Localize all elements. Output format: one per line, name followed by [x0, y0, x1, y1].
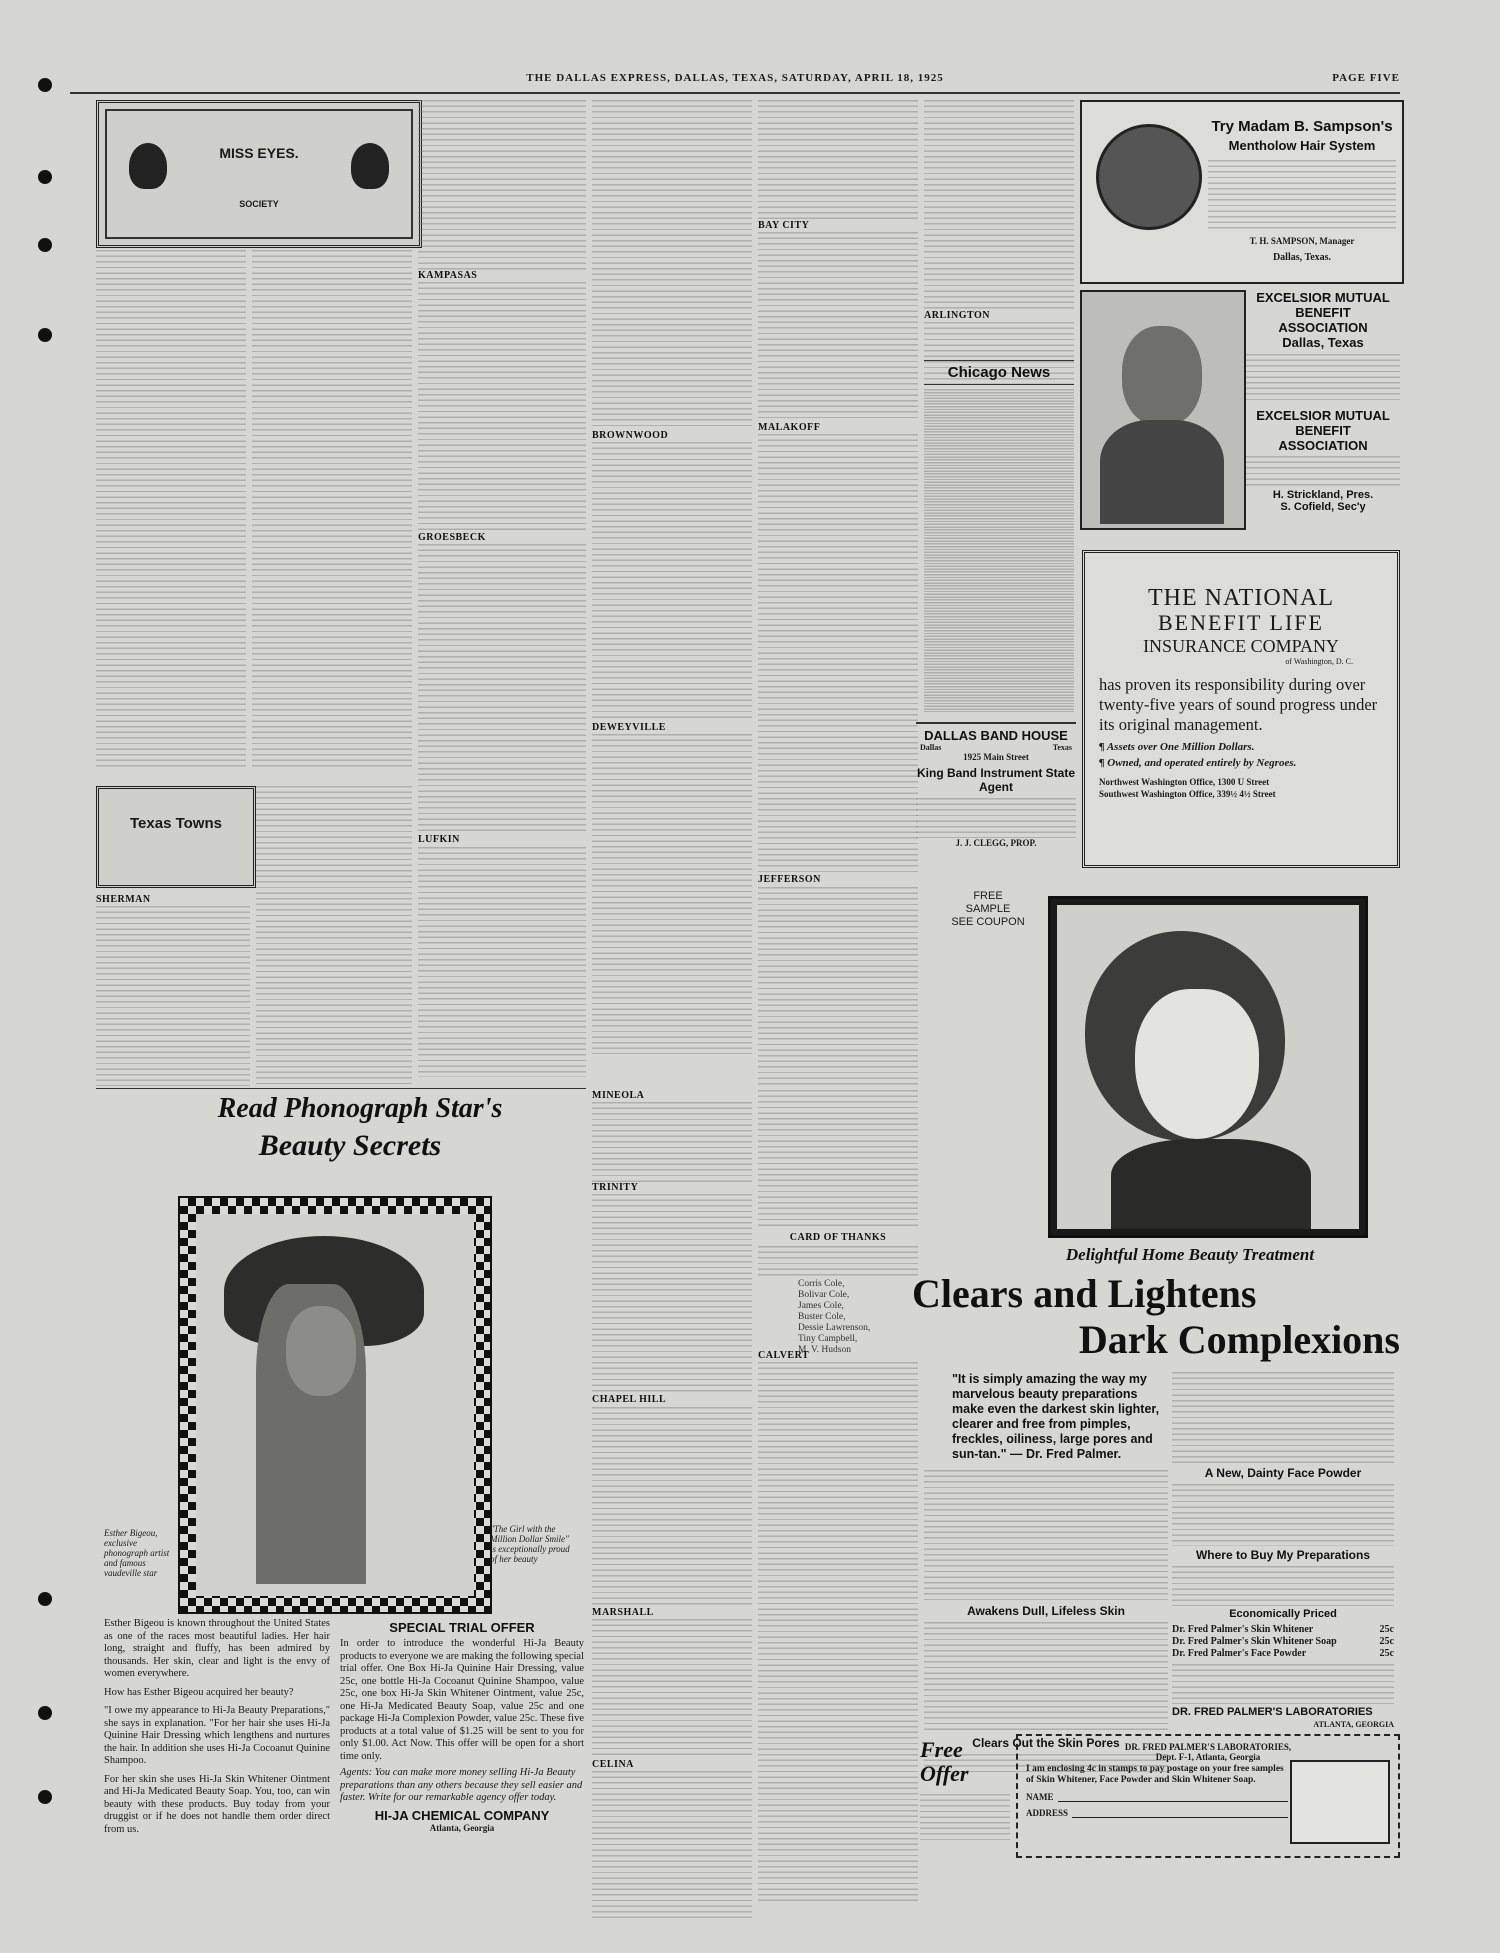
product-box-icon [1290, 1760, 1390, 1844]
free-sample-line: SAMPLE [965, 903, 1011, 915]
sampson-hair-ad [1080, 100, 1404, 284]
palmer-subhead-pores: Clears Out the Skin Pores [972, 1736, 1120, 1750]
excelsior-name-2: EXCELSIOR MUTUAL [1256, 408, 1390, 423]
thanks-name: Dessie Lawrenson, [798, 1323, 871, 1333]
band-house-proprietor: J. J. CLEGG, PROP. [955, 838, 1037, 848]
celina-head: CELINA [592, 1758, 634, 1770]
hija-body-paragraph: For her skin she uses Hi-Ja Skin Whitener Ointment and Hi-Ja Medicated Beauty Soap. You, too, can win beauty with these products. Buy today from your druggist or if he does not handle them order direct from us. [104, 1773, 330, 1835]
groesbeck-head: GROESBECK [418, 532, 486, 544]
town-news-column [592, 1090, 752, 1920]
free-offer-text: Free Offer [920, 1737, 969, 1786]
hija-body-paragraph: Esther Bigeou is known throughout the United States as one of the races most beautiful ladies. Her hair long, straight and fluffy, has been admired by thousands. Her skin, clear and light is the envy of women everywhere. [104, 1618, 330, 1679]
palmer-lab-name: DR. FRED PALMER'S LABORATORIES [1172, 1706, 1373, 1718]
thanks-name: Corris Cole, [798, 1279, 845, 1289]
binder-hole [38, 238, 52, 252]
national-assets: ¶ Assets over One Million Dollars. [1099, 741, 1255, 753]
national-title: THE NATIONAL [1148, 585, 1334, 611]
towns-column-text [256, 786, 412, 1086]
national-office-sw: Southwest Washington Office, 339½ 4½ Street [1099, 789, 1276, 799]
free-sample-line: SEE COUPON [951, 916, 1025, 928]
palmer-subhead-powder: A New, Dainty Face Powder [1204, 1466, 1362, 1480]
bay-city-head: BAY CITY [758, 220, 810, 231]
excelsior-city: Dallas, Texas [1282, 335, 1364, 350]
hija-offer-body: In order to introduce the wonderful Hi-Ja Beauty products to everyone we are making the following special trial offer. One Box Hi-Ja Quinine Hair Dressing, value 25c, one bottle Hi-Ja Cocoanut Quinine Shampoo, value 25c, one box Hi-Ja Skin Whitener Ointment, value 25c, one Hi-Ja Medicated Beauty Soap, value 25c and one package Hi-Ja Complexion Powder, value 25c. These five products at a total value of $1.25 will be sent to you for only $1.00. Act Now. This offer will be open for a short time only. [340, 1638, 584, 1762]
coupon-instructions: I am enclosing 4c in stamps to pay postage on your free samples of Skin Whitener, Face Powder and Skin Whitener Soap. [1026, 1764, 1284, 1785]
band-house-title: DALLAS BAND HOUSE [924, 728, 1068, 743]
marshall-head: MARSHALL [592, 1606, 654, 1618]
kampasas-head: KAMPASAS [418, 270, 478, 281]
hija-photo-frame [178, 1196, 492, 1614]
thanks-name: James Cole, [798, 1301, 844, 1311]
excelsior-benefit: BENEFIT [1295, 305, 1351, 320]
chicago-news [924, 360, 1074, 385]
binder-hole [38, 1592, 52, 1606]
binder-hole [38, 78, 52, 92]
band-house-city: Dallas [920, 743, 942, 752]
chapel-hill-head: CHAPEL HILL [592, 1394, 667, 1406]
arlington-head: ARLINGTON [924, 310, 990, 321]
palmer-subhead-where: Where to Buy My Preparations [1195, 1548, 1371, 1562]
masthead-rule [70, 92, 1400, 94]
texas-towns-title: Texas Towns [130, 815, 222, 832]
free-offer-label [920, 1730, 1016, 1850]
silhouette-right [351, 143, 389, 189]
hija-headline-2: Beauty Secrets [258, 1129, 442, 1162]
hija-company: HI-JA CHEMICAL COMPANY [374, 1807, 550, 1823]
portrait-face [1135, 989, 1259, 1139]
national-benefit: BENEFIT LIFE [1158, 610, 1324, 635]
brownwood-head: BROWNWOOD [592, 430, 669, 441]
town-news-column [418, 100, 586, 1085]
price-value: 25c [1379, 1648, 1394, 1659]
palmer-text [1172, 1484, 1394, 1546]
price-value: 25c [1379, 1636, 1394, 1647]
sample-coupon[interactable] [1016, 1734, 1400, 1858]
palmer-text [1172, 1372, 1394, 1464]
excelsior-name: EXCELSIOR MUTUAL [1256, 290, 1390, 305]
trinity-head: TRINITY [592, 1182, 639, 1194]
lufkin-head: LUFKIN [418, 834, 460, 846]
coupon-dept: Dept. F-1, Atlanta, Georgia [1155, 1752, 1261, 1762]
free-offer-text-body [920, 1794, 1010, 1844]
card-of-thanks [758, 1232, 918, 1355]
free-sample-line: FREE [973, 890, 1003, 902]
thanks-name: M. V. Hudson [798, 1345, 851, 1355]
national-assets-text: Assets over One Million Dollars. [1106, 741, 1255, 753]
jefferson-head: JEFFERSON [758, 874, 821, 886]
national-body: has proven its responsibility during over twenty-five years of sound progress under its original management. [1099, 675, 1378, 734]
sampson-subheadline: Mentholow Hair System [1228, 138, 1376, 153]
palmer-quote: "It is simply amazing the way my marvelous beauty preparations make even the darkest skin lighter, clearer and free from pimples, freckles, oiliness, large pores and sun-tan." — Dr. Fred Palmer. [952, 1372, 1160, 1461]
hija-body-paragraph: "I owe my appearance to Hi-Ja Beauty Preparations," she says in explanation. "For her hair she uses Hi-Ja Quinine Hair Dressing which lengthens and nurtures the hair. In addition she uses Hi-Ja Cocoanut Quinine Shampoo. [104, 1705, 330, 1766]
coupon-name-field[interactable] [1058, 1792, 1289, 1802]
mineola-head: MINEOLA [592, 1090, 645, 1101]
palmer-text [1172, 1664, 1394, 1704]
sampson-manager: T. H. SAMPSON, Manager [1249, 236, 1355, 246]
thanks-name: Bolivar Cole, [798, 1290, 850, 1300]
town-news-column [758, 1090, 918, 1230]
hija-offer [340, 1620, 584, 1833]
page-number: PAGE FIVE [1332, 72, 1400, 84]
excelsior-president: H. Strickland, Pres. [1272, 489, 1374, 501]
excelsior-text-2 [1246, 456, 1400, 486]
excelsior-secretary: S. Cofield, Sec'y [1280, 501, 1366, 513]
excelsior-benefit-2: BENEFIT [1295, 423, 1351, 438]
deweyville-head: DEWEYVILLE [592, 722, 666, 734]
section-rule [96, 1088, 586, 1089]
national-owned-text: Owned, and operated entirely by Negroes. [1107, 757, 1297, 769]
palmer-text [924, 1470, 1168, 1600]
hija-company-city: Atlanta, Georgia [429, 1822, 495, 1833]
palmer-headline-1: Clears and Lightens [912, 1271, 1257, 1316]
malakoff-head: MALAKOFF [758, 422, 821, 434]
hija-caption-right: "The Girl with the Million Dollar Smile" is exceptionally proud of her beauty [490, 1524, 570, 1564]
price-item: Dr. Fred Palmer's Skin Whitener [1172, 1624, 1314, 1635]
palmer-text [1172, 1566, 1394, 1606]
national-insurance: INSURANCE COMPANY [1143, 636, 1339, 656]
coupon-lab: DR. FRED PALMER'S LABORATORIES, [1124, 1742, 1292, 1752]
card-of-thanks-head: CARD OF THANKS [789, 1232, 887, 1243]
town-news-column [592, 100, 752, 1085]
silhouette-left [129, 143, 167, 189]
sampson-portrait [1096, 124, 1202, 230]
palmer-lab-city: ATLANTA, GEORGIA [1313, 1720, 1394, 1729]
excelsior-association-2: ASSOCIATION [1278, 438, 1368, 453]
binder-hole [38, 1790, 52, 1804]
national-benefit-ad [1082, 550, 1400, 868]
town-news-column [758, 1350, 918, 1910]
palmer-subhead-price: Economically Priced [1229, 1608, 1337, 1620]
sherman-head: SHERMAN [96, 894, 151, 905]
coupon-name-label: NAME [1026, 1792, 1054, 1802]
band-house-ad [916, 722, 1076, 874]
photo-face [286, 1306, 356, 1396]
palmer-headline-2: Dark Complexions [1078, 1317, 1400, 1362]
sampson-ad-text [1208, 160, 1396, 230]
chicago-news-text [924, 392, 1074, 712]
price-item: Dr. Fred Palmer's Face Powder [1172, 1648, 1307, 1659]
hija-headline-1: Read Phonograph Star's [217, 1093, 503, 1124]
masthead [70, 72, 1400, 90]
band-house-agent: King Band Instrument State Agent [916, 766, 1075, 794]
binder-hole [38, 1706, 52, 1720]
chicago-portrait [1080, 290, 1246, 530]
masthead-title: THE DALLAS EXPRESS, DALLAS, TEXAS, SATURDAY, APRIL 18, 1925 [526, 72, 944, 84]
band-house-state: Texas [1052, 743, 1072, 752]
palmer-tagline: Delightful Home Beauty Treatment [1065, 1245, 1315, 1264]
coupon-address-field[interactable] [1072, 1808, 1288, 1818]
free-sample-badge [928, 890, 1048, 929]
coupon-address-label: ADDRESS [1026, 1808, 1069, 1818]
band-house-address: 1925 Main Street [963, 752, 1029, 762]
national-office-nw: Northwest Washington Office, 1300 U Street [1099, 777, 1270, 787]
excelsior-text [1246, 354, 1400, 404]
price-item: Dr. Fred Palmer's Skin Whitener Soap [1172, 1636, 1337, 1647]
binder-hole [38, 170, 52, 184]
palmer-portrait-frame [1048, 896, 1368, 1238]
sampson-headline: Try Madam B. Sampson's [1211, 118, 1393, 135]
national-owned: ¶ Owned, and operated entirely by Negroes. [1099, 757, 1297, 769]
chicago-news-title: Chicago News [924, 360, 1074, 385]
national-location: of Washington, D. C. [1285, 657, 1353, 666]
price-value: 25c [1379, 1624, 1394, 1635]
town-news-column [758, 100, 918, 1085]
portrait-shoulders [1111, 1139, 1311, 1229]
society-title: MISS EYES. [219, 145, 299, 161]
palmer-price-list [1172, 1624, 1394, 1660]
hija-body-paragraph: How has Esther Bigeou acquired her beauty? [104, 1686, 294, 1698]
excelsior-association: ASSOCIATION [1278, 320, 1368, 335]
hija-offer-title: SPECIAL TRIAL OFFER [389, 1620, 535, 1635]
palmer-subhead-awakens: Awakens Dull, Lifeless Skin [967, 1604, 1125, 1618]
hija-photo [196, 1214, 474, 1596]
hija-body [104, 1618, 330, 1836]
hija-caption-left: Esther Bigeou, exclusive phonograph artist and famous vaudeville star [104, 1528, 170, 1578]
towns-column-text [96, 894, 250, 1086]
society-subtitle: SOCIETY [239, 199, 279, 209]
hija-agents: Agents: You can make more money selling Hi-Ja Beauty preparations than any others because they sell easier and faster. Write for our remarkable agency offer today. [340, 1767, 583, 1803]
thanks-name: Tiny Campbell, [798, 1334, 858, 1344]
calvert-head: CALVERT [758, 1350, 810, 1361]
palmer-text [924, 1622, 1168, 1734]
binder-hole [38, 328, 52, 342]
texas-towns-box [96, 786, 256, 888]
band-house-text [916, 798, 1076, 838]
society-column-text [252, 250, 412, 770]
society-column-text [96, 250, 246, 770]
sampson-city: Dallas, Texas. [1272, 252, 1332, 263]
society-header-box [96, 100, 422, 248]
thanks-name: Buster Cole, [798, 1312, 846, 1322]
excelsior-ad [1246, 290, 1400, 526]
